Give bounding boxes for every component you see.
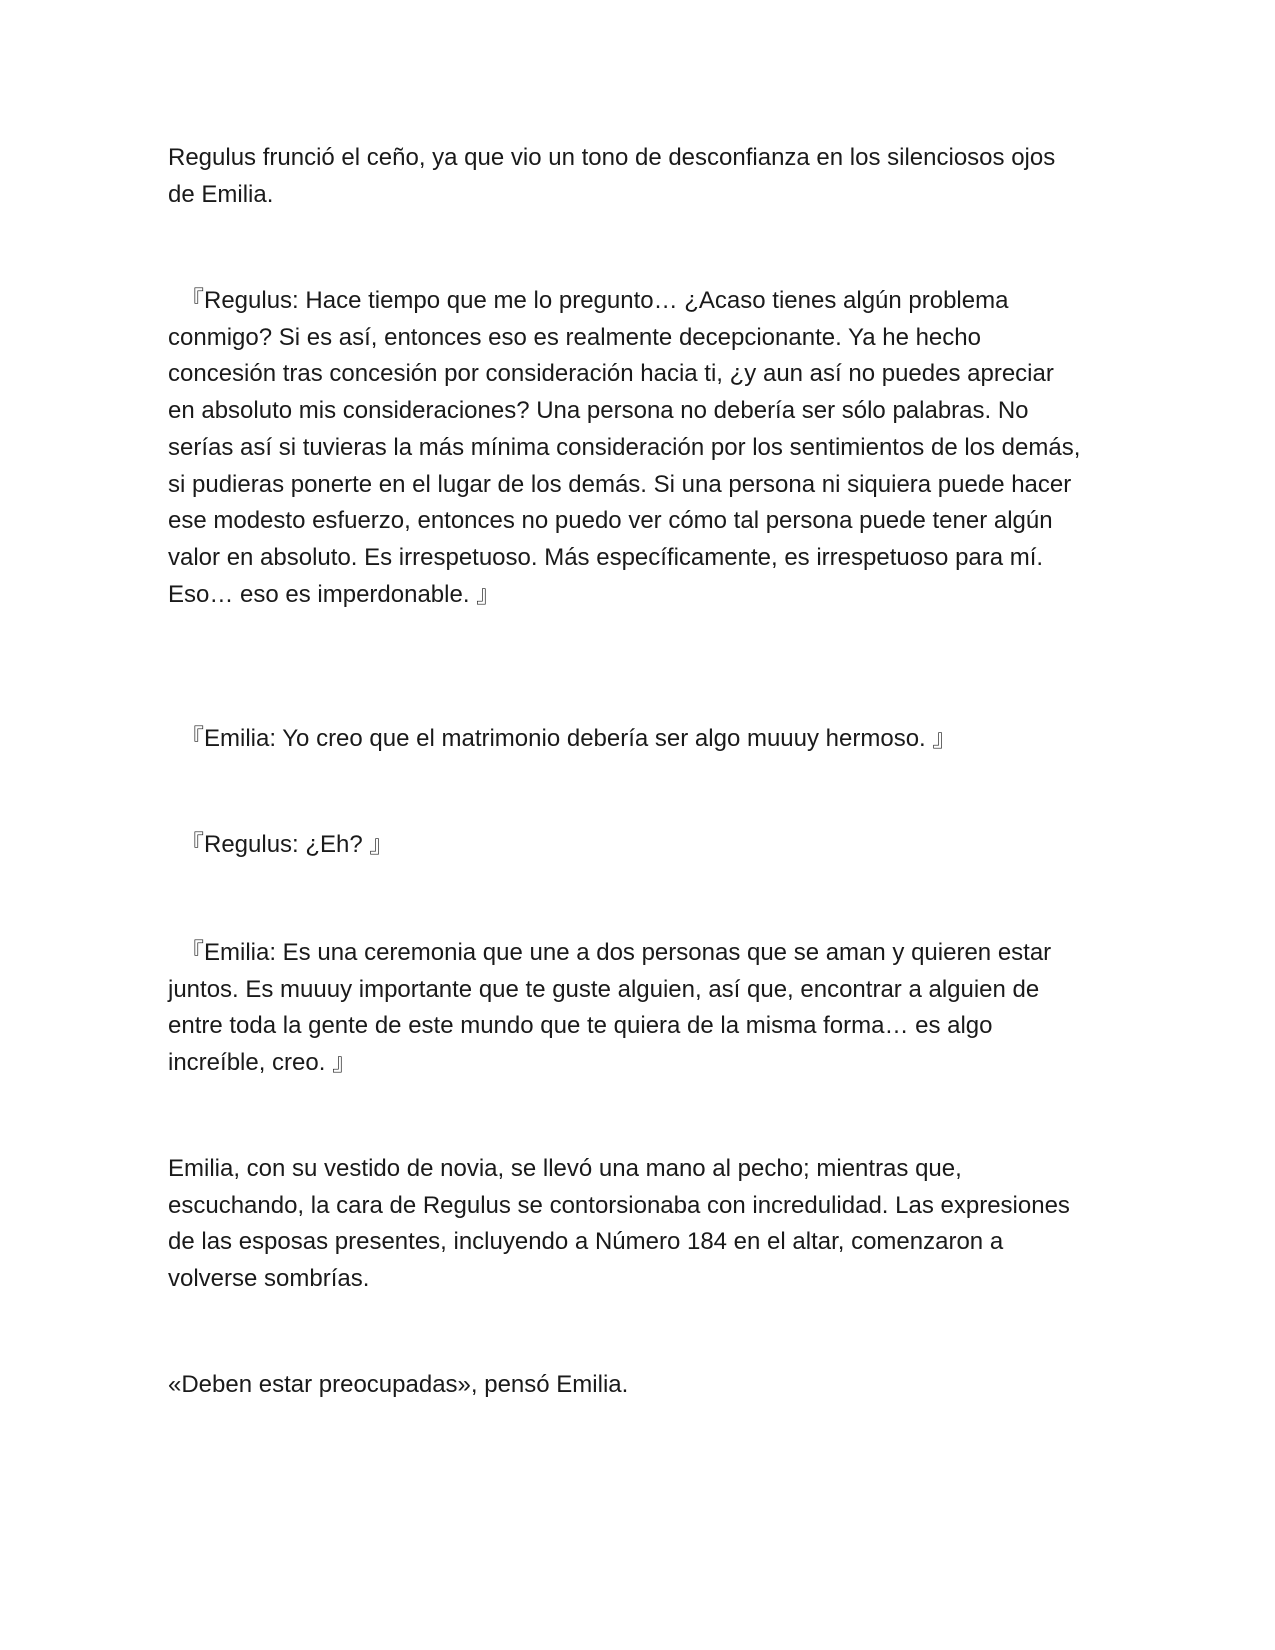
dialogue-regulus-short-paragraph: 『Regulus: ¿Eh? 』 xyxy=(180,831,394,858)
dialogue-emilia-paragraph: 『Emilia: Yo creo que el matrimonio debería ser algo muuuy hermoso. 』 xyxy=(180,725,957,752)
narration-paragraph-2: Emilia, con su vestido de novia, se llevó una mano al pecho; mientras que, escuchando, la cara de Regulus se contorsionaba con incredulidad. Las expresiones de las esposas presentes, incluyendo a Número 184 en el altar, comenzaron a volverse sombrías. xyxy=(168,1155,1070,1293)
dialogue-emilia-long-paragraph: 『Emilia: Es una ceremonia que une a dos personas que se aman y quieren estar juntos. Es muuuy importante que te guste alguien, así que, encontrar a alguien de entre toda la gente de este mundo que te quiera de la misma forma… es algo increíble, creo. 』 xyxy=(168,939,1052,1077)
narration-paragraph: Regulus frunció el ceño, ya que vio un tono de desconfianza en los silenciosos ojos de Emilia. xyxy=(168,144,1056,208)
dialogue-regulus-paragraph: 『Regulus: Hace tiempo que me lo pregunto… ¿Acaso tienes algún problema conmigo? Si es así, entonces eso es realmente decepcionante. Ya he hecho concesión tras concesión por consideración hacia ti, ¿y aun así no puedes apreciar en absoluto mis consideraciones? Una persona no debería ser sólo palabras. No serías así si tuvieras la más mínima consideración por los sentimientos de los demás, si pudieras ponerte en el lugar de los demás. Si una persona ni siquiera puede hacer ese modesto esfuerzo, entonces no puedo ver cómo tal persona puede tener algún valor en absoluto. Es irrespetuoso. Más específicamente, es irrespetuoso para mí. Eso… eso es imperdonable. 』 xyxy=(168,287,1081,608)
thought-paragraph: «Deben estar preocupadas», pensó Emilia. xyxy=(168,1371,629,1398)
